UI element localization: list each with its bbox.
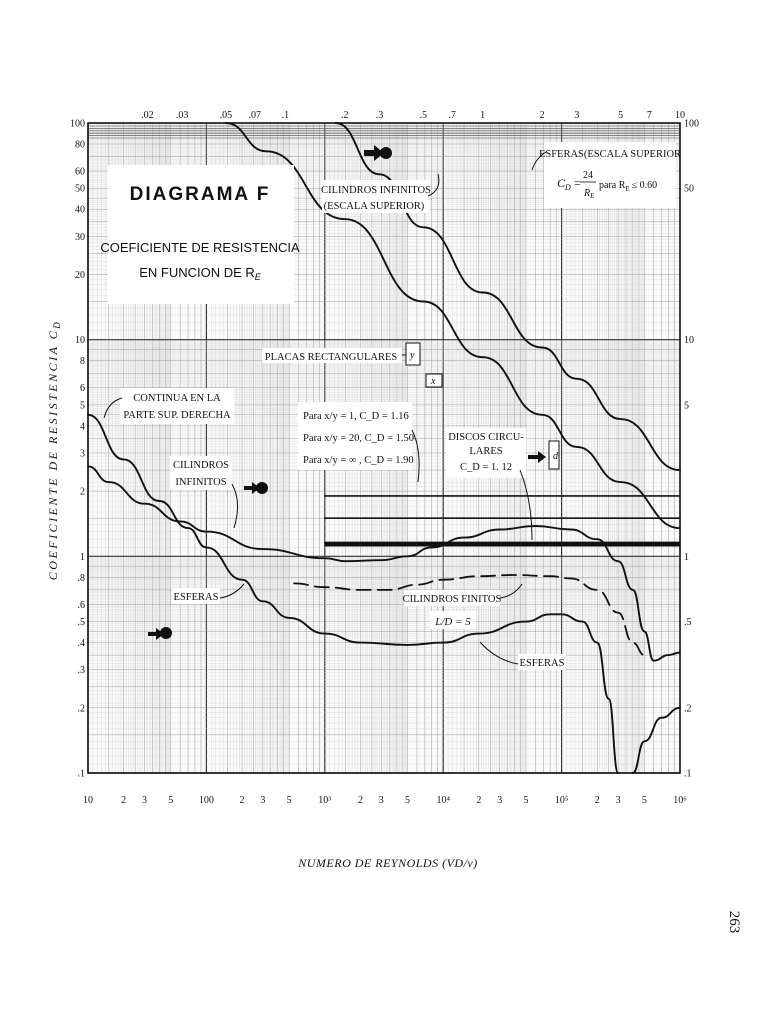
x-tick-label: 3 (615, 795, 621, 806)
label-esferas-2-text: ESFERAS (519, 658, 565, 669)
y-tick-label-left: .6 (77, 599, 85, 611)
y-tick-label-left: .1 (77, 768, 85, 780)
top-x-tick-label: .1 (281, 110, 290, 121)
x-tick-label: 10³ (318, 795, 332, 806)
y-tick-label-left: 100 (70, 118, 85, 130)
top-x-tick-label: 10 (675, 110, 685, 121)
y-tick-label-left: 5 (80, 400, 85, 412)
label-cilindros-infinitos (170, 456, 232, 490)
title-line-2-sub: E (254, 272, 261, 282)
top-x-tick-label: .3 (375, 110, 384, 121)
flow-arrow-icon (380, 147, 392, 159)
y-axis-label-sub: D (52, 319, 62, 329)
x-tick-label: 5 (286, 795, 292, 806)
formula-den-main: R (584, 188, 591, 199)
label-continua-1: CONTINUA EN LA (133, 393, 221, 404)
x-tick-label: 2 (476, 795, 482, 806)
label-cil-fin-text: CILINDROS FINITOS (402, 594, 502, 605)
plate-x-label: x (431, 376, 436, 387)
x-tick-label: 5 (168, 795, 174, 806)
y-tick-label-right: 50 (684, 183, 694, 195)
y-tick-label-left: 60 (75, 166, 85, 178)
formula-eq: = (574, 176, 581, 190)
page-number: 263 (726, 910, 742, 934)
formula-label: ESFERAS(ESCALA SUPERIOR (538, 149, 682, 160)
x-tick-label: 10⁴ (436, 795, 450, 806)
x-tick-label: 3 (378, 795, 384, 806)
top-x-tick-label: .02 (141, 110, 154, 121)
y-axis-label-main: COEFICIENTE DE RESISTENCIA C (46, 328, 60, 581)
label-discos-1: DISCOS CIRCU- (448, 432, 524, 443)
label-cil-1: CILINDROS (172, 460, 230, 471)
y-tick-label-left: .8 (77, 572, 85, 584)
y-tick-label-right: 100 (684, 118, 699, 130)
label-para-2: Para x/y = 20, C_D = 1.50 (303, 433, 415, 444)
top-x-tick-label: .07 (248, 110, 262, 121)
formula-cond: ≤ 0.60 (631, 180, 658, 191)
label-discos-3: C_D = 1. 12 (459, 462, 513, 473)
title-line-1: COEFICIENTE DE RESISTENCIA (100, 240, 300, 255)
x-axis-label: NUMERO DE REYNOLDS (VD/ν) (298, 856, 478, 870)
x-tick-label: 5 (641, 795, 647, 806)
label-placas: PLACAS RECTANGULARES (264, 352, 398, 363)
y-tick-label-left: 30 (75, 231, 85, 243)
x-tick-label: 10 (83, 795, 93, 806)
title-line-2 (139, 265, 262, 282)
label-discos-2: LARES (469, 446, 503, 457)
y-tick-label-left: .3 (77, 665, 85, 677)
x-tick-label: 5 (405, 795, 411, 806)
y-tick-label-right: 1 (684, 551, 689, 563)
label-continua-2: PARTE SUP. DERECHA (123, 410, 231, 421)
formula-den-sub: E (590, 192, 595, 200)
y-tick-label-right: .2 (684, 703, 692, 715)
y-tick-label-left: 50 (75, 183, 85, 195)
label-esferas-2 (518, 654, 566, 670)
top-x-tick-label: 7 (646, 110, 652, 121)
y-tick-label-right: .5 (684, 617, 692, 629)
top-x-tick-label: 2 (539, 110, 545, 121)
label-cil-2: INFINITOS (175, 477, 227, 488)
y-tick-label-left: 40 (75, 204, 85, 216)
top-x-tick-label: .2 (340, 110, 349, 121)
y-tick-label-left: 20 (75, 269, 85, 281)
label-cilindros-infinitos-top (321, 180, 431, 213)
flow-arrow-icon (160, 627, 172, 639)
top-x-tick-label: .03 (175, 110, 189, 121)
y-tick-label-left: 80 (75, 139, 85, 151)
y-tick-label-left: 1 (80, 551, 85, 563)
diagram-title: DIAGRAMA F (129, 184, 271, 205)
top-x-tick-label: 5 (618, 110, 624, 121)
label-para-3: Para x/y = ∞ , C_D = 1.90 (303, 455, 414, 466)
x-tick-label: 2 (594, 795, 600, 806)
label-para-1: Para x/y = 1, C_D = 1.16 (303, 411, 409, 422)
label-ld-text: L/D = 5 (435, 616, 471, 628)
x-tick-label: 2 (357, 795, 363, 806)
top-x-tick-label: 1 (480, 110, 486, 121)
x-tick-label: 100 (198, 795, 214, 806)
y-tick-label-left: 8 (80, 356, 85, 368)
label-placas-values (298, 402, 414, 470)
x-tick-label: 3 (260, 795, 266, 806)
y-tick-label-left: 6 (80, 383, 85, 395)
plate-y-label: y (410, 350, 415, 361)
x-tick-label: 3 (141, 795, 147, 806)
x-tick-label: 2 (121, 795, 127, 806)
x-tick-label: 5 (523, 795, 529, 806)
top-x-tick-label: .05 (219, 110, 233, 121)
y-tick-label-left: 10 (75, 335, 85, 347)
x-tick-label: 2 (239, 795, 245, 806)
y-tick-label-left: 2 (80, 486, 85, 498)
y-tick-label-right: .1 (684, 768, 692, 780)
label-esferas-text: ESFERAS (173, 592, 219, 603)
title-line-2-main: EN FUNCION DE R (139, 265, 255, 280)
y-tick-label-right: 10 (684, 335, 694, 347)
x-tick-label: 10⁵ (554, 795, 569, 806)
x-tick-label: 10⁶ (673, 795, 687, 806)
x-tick-label: 3 (497, 795, 503, 806)
top-x-tick-label: 3 (574, 110, 580, 121)
formula-cond-sub: E (625, 185, 630, 193)
y-tick-label-left: .2 (77, 703, 85, 715)
formula-num: 24 (583, 170, 593, 181)
y-axis-label (46, 320, 62, 580)
y-tick-label-left: 4 (80, 421, 85, 433)
label-continua (120, 388, 234, 424)
y-tick-label-right: 5 (684, 400, 689, 412)
top-x-tick-label: .7 (448, 110, 456, 121)
y-tick-label-left: .5 (77, 617, 85, 629)
label-cil-top-1: CILINDROS INFINITOS (321, 185, 431, 196)
y-tick-label-left: .4 (77, 638, 85, 650)
top-x-tick-label: .5 (419, 110, 428, 121)
flow-arrow-icon (256, 482, 268, 494)
formula-lhs-sub: D (565, 183, 571, 192)
formula-lhs-main: C (557, 176, 566, 190)
label-cil-top-2: (ESCALA SUPERIOR) (323, 201, 425, 212)
label-esferas (172, 588, 220, 604)
formula-cond-prefix: para R (599, 180, 626, 191)
y-tick-label-left: 3 (80, 448, 85, 460)
disc-d-label: d (553, 451, 558, 462)
